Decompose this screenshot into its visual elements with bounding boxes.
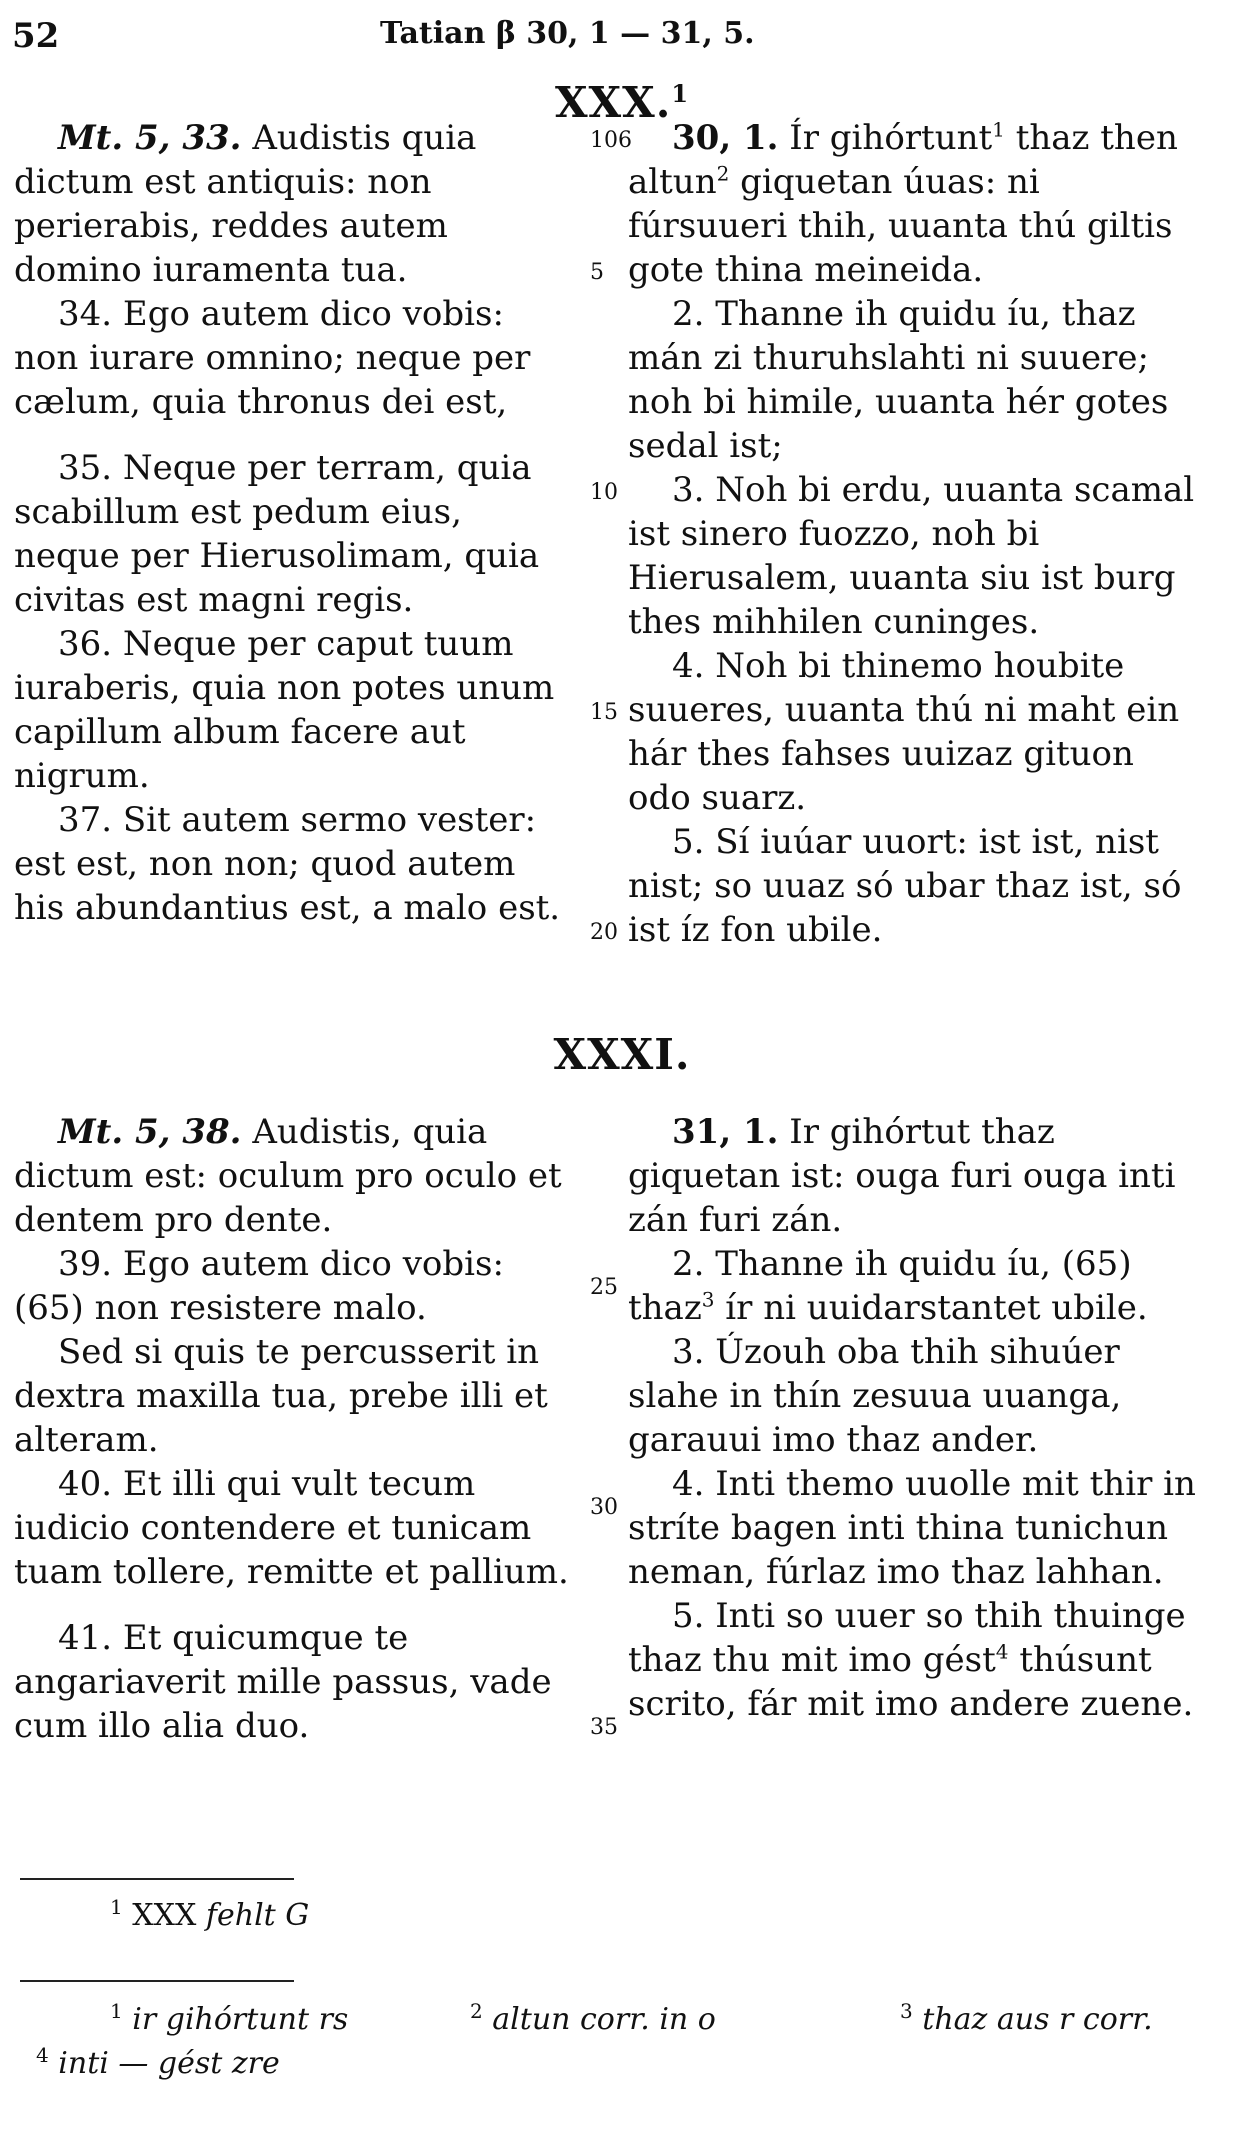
running-head xyxy=(0,10,1244,60)
footnote-rule xyxy=(20,1878,294,1880)
latin-verse: 37. Sit autem sermo vester: est est, non non; quod autem his abundantius est, a malo est. xyxy=(14,800,561,928)
section-heading-xxx: XXX.$^1$ xyxy=(554,78,690,127)
ohg-verse: 4. Noh bi thinemo houbite suueres, uuanta thú ni maht ein hár thes fahses uuizaz gituon odo suarz. xyxy=(628,646,1180,818)
latin-verse: 39. Ego autem dico vobis: (65) non resistere malo. xyxy=(14,1244,504,1328)
latin-column-xxxi xyxy=(14,1110,574,1748)
latin-verse: 41. Et quicumque te angariaverit mille passus, vade cum illo alia duo. xyxy=(14,1618,552,1746)
ohg-column-xxx xyxy=(628,116,1198,952)
line-number: 35 xyxy=(590,1715,618,1740)
line-number: 20 xyxy=(590,920,618,945)
footnote: $^4$ inti — gést zre xyxy=(36,2043,280,2081)
latin-verse: Sed si quis te percusserit in dextra maxilla tua, prebe illi et alteram. xyxy=(14,1332,548,1460)
heading-footnote-mark: 1 xyxy=(671,79,690,108)
ohg-verse: 5. Inti so uuer so thih thuinge thaz thu mit imo gést$^4$ thúsunt scrito, fár mit imo andere zuene. xyxy=(628,1596,1194,1724)
ohg-verse: 31, 1. Ir gihórtut thaz giquetan ist: ouga furi ouga inti zán furi zán. xyxy=(628,1112,1176,1240)
ohg-verse: 3. Úzouh oba thih sihuúer slahe in thín zesuua uuanga, garauui imo thaz ander. xyxy=(628,1332,1122,1460)
ohg-verse: 4. Inti themo uuolle mit thir in stríte bagen inti thina tunichun neman, fúrlaz imo thaz lahhan. xyxy=(628,1464,1196,1592)
line-number: 10 xyxy=(590,480,618,505)
running-title: Tatian β 30, 1 — 31, 5. xyxy=(380,16,755,51)
ohg-verse: 30, 1. Ír gihórtunt$^1$ thaz then altun$^2$ giquetan úuas: ni fúrsuueri thih, uuanta thú giltis gote thina meineida. xyxy=(628,117,1178,290)
latin-verse: Mt. 5, 38. Audistis, quia dictum est: oculum pro oculo et dentem pro dente. xyxy=(14,1112,562,1240)
ohg-verse: 5. Sí iuúar uuort: ist ist, nist nist; so uuaz só ubar thaz ist, só ist íz fon ubile. xyxy=(628,822,1182,950)
line-number: 25 xyxy=(590,1275,618,1300)
footnote-rule xyxy=(20,1980,294,1982)
latin-verse: 35. Neque per terram, quia scabillum est pedum eius, neque per Hierusolimam, quia civitas est magni regis. xyxy=(14,448,540,620)
footnote: $^1$ XXX fehlt G xyxy=(110,1895,310,1933)
ohg-verse: 3. Noh bi erdu, uuanta scamal ist sinero fuozzo, noh bi Hierusalem, uuanta siu ist burg thes mihhilen cuninges. xyxy=(628,470,1195,642)
line-number: 106 xyxy=(590,128,632,153)
page-number: 52 xyxy=(12,16,60,56)
footnote: $^3$ thaz aus r corr. xyxy=(900,1999,1153,2037)
line-number: 30 xyxy=(590,1495,618,1520)
footnote: $^1$ ir gihórtunt rs xyxy=(110,1999,349,2037)
line-number: 5 xyxy=(590,260,604,285)
section-heading-xxxi: XXXI. xyxy=(553,1030,691,1079)
footnote: $^2$ altun corr. in o xyxy=(470,1999,716,2037)
latin-verse: 34. Ego autem dico vobis: non iurare omnino; neque per cælum, quia thronus dei est, xyxy=(14,294,531,422)
latin-column-xxx xyxy=(14,116,574,930)
latin-verse: 36. Neque per caput tuum iuraberis, quia non potes unum capillum album facere aut nigrum. xyxy=(14,624,555,796)
latin-verse: 40. Et illi qui vult tecum iudicio contendere et tunicam tuam tollere, remitte et pallium. xyxy=(14,1464,569,1592)
ohg-column-xxxi xyxy=(628,1110,1198,1726)
ohg-verse: 2. Thanne ih quidu íu, (65) thaz$^3$ ír ni uuidarstantet ubile. xyxy=(628,1244,1148,1328)
latin-verse: Mt. 5, 33. Audistis quia dictum est antiquis: non perierabis, reddes autem domino iuramenta tua. xyxy=(14,118,477,290)
ohg-verse: 2. Thanne ih quidu íu, thaz mán zi thuruhslahti ni suuere; noh bi himile, uuanta hér gotes sedal ist; xyxy=(628,294,1169,466)
line-number: 15 xyxy=(590,700,618,725)
